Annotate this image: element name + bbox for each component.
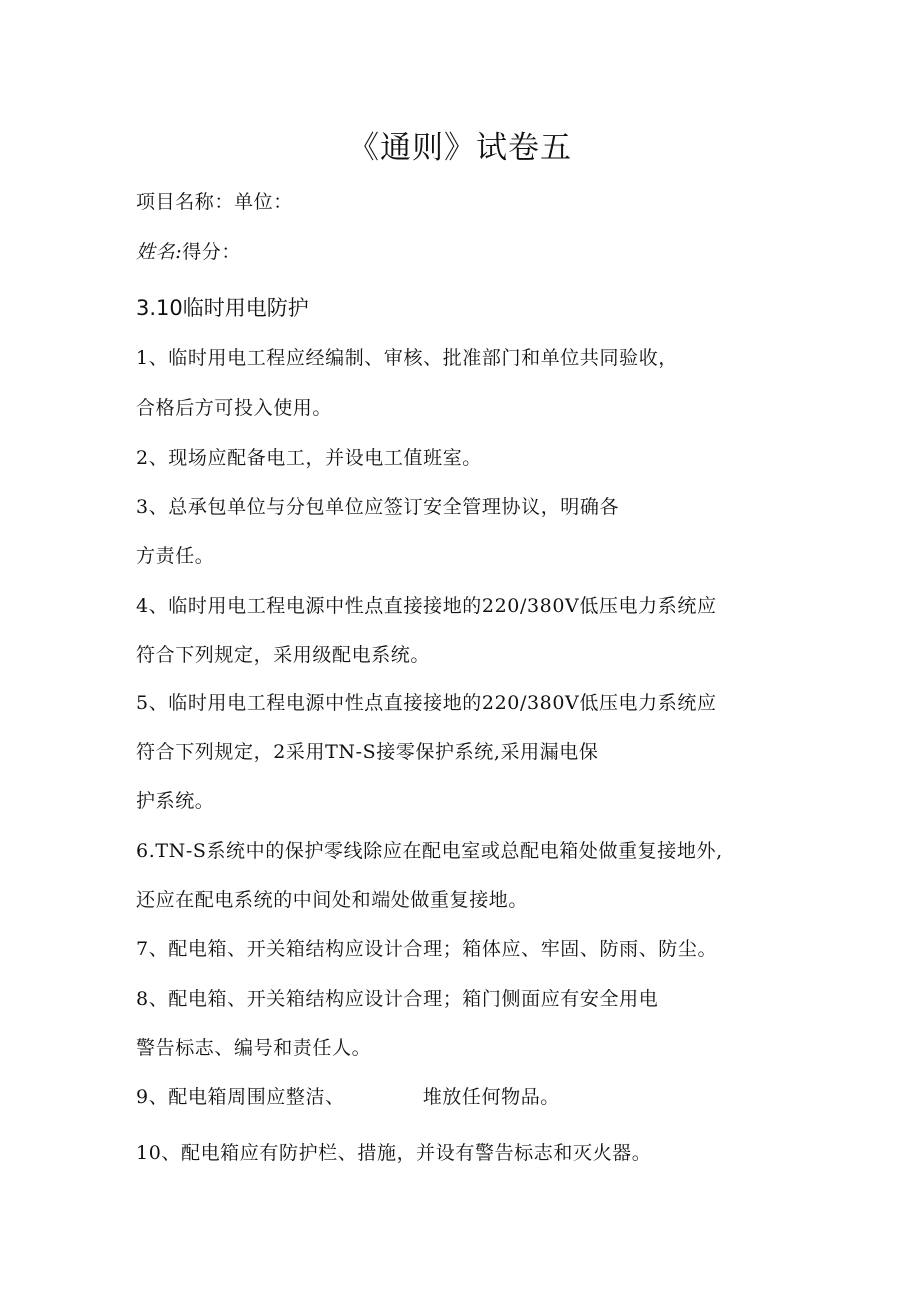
item-line: 6.TN-S系统中的保护零线除应在配电室或总配电箱处做重复接地外,	[136, 840, 723, 862]
item-line: 符合下列规定，2采用TN-S接零保护系统,采用漏电保	[136, 741, 599, 763]
item-9-text-start: 9、配电箱周围应整洁、	[136, 1086, 345, 1108]
item-line: 3、总承包单位与分包单位应签订安全管理协议，明确各	[136, 496, 620, 518]
item-line: 方责任。	[136, 545, 215, 567]
item-line: 2、现场应配备电工，并设电工值班室。	[136, 447, 482, 469]
item-line: 5、临时用电工程电源中性点直接接地的220/380V低压电力系统应	[136, 692, 717, 714]
item-9-line	[136, 1082, 560, 1112]
item-line: 8、配电箱、开关箱结构应设计合理；箱门侧面应有安全用电	[136, 988, 659, 1010]
item-line: 护系统。	[136, 790, 215, 812]
item-line: 警告标志、编号和责任人。	[136, 1037, 372, 1059]
item-line: 7、配电箱、开关箱结构应设计合理；箱体应、牢固、防雨、防尘。	[136, 938, 718, 960]
page-title: 《通则》试卷五	[348, 130, 572, 166]
score-label: 得分：	[182, 241, 242, 263]
item-line: 合格后方可投入使用。	[136, 397, 333, 419]
project-unit-line: 项目名称：单位：	[136, 191, 293, 213]
item-line: 4、临时用电工程电源中性点直接接地的220/380V低压电力系统应	[136, 595, 717, 617]
item-line: 符合下列规定，采用级配电系统。	[136, 644, 431, 666]
item-10-line: 10、配电箱应有防护栏、措施，并设有警告标志和灭火器。	[136, 1142, 652, 1164]
name-score-line	[136, 237, 241, 267]
item-line: 还应在配电系统的中间处和端处做重复接地。	[136, 889, 529, 911]
item-line: 1、临时用电工程应经编制、审核、批准部门和单位共同验收，	[136, 347, 678, 369]
item-9-text-end: 堆放任何物品。	[422, 1086, 560, 1108]
section-heading: 3.10临时用电防护	[136, 296, 309, 320]
name-label: 姓名:	[136, 241, 183, 263]
